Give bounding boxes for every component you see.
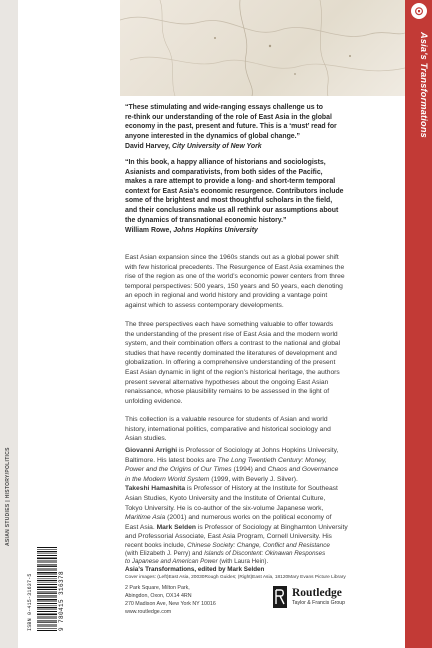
para-line: temporal perspectives: 500 years, 150 years and 50 years, each denoting [125,282,343,290]
series-badge-icon: ⊙ [411,3,427,19]
bio-line [125,446,407,456]
bio-book-title: The Long Twentieth Century: Money, [217,456,327,464]
bio-book-title: Maritime Asia [125,514,166,522]
author-name: William Rowe, [125,226,172,234]
para-line: against which to assess contemporary developments. [125,301,284,309]
series-editor-line: Asia’s Transformations, edited by Mark Selden [125,566,265,573]
para-line: studies that have recently dominated the literatures of development and [125,349,337,357]
address-line: 2 Park Square, Milton Park, [125,585,190,591]
isbn-barcode [25,543,65,635]
publisher-logo-block [273,586,403,618]
bio-line: Asian Studies, Kyoto University and the Institute of Oriental Culture, [125,495,326,502]
para-line: renaissance, whose plausibility remains to be assessed in the light of [125,388,330,396]
para-line: history, international politics, comparative and historical sociology and [125,425,331,433]
bio-name: Mark Selden [156,523,197,531]
isbn-text: ISBN 0-415-31637-5 [27,573,33,631]
para-line: an epoch in regional and world history and providing a vantage point [125,292,328,300]
para-line: unfolding evidence. [125,397,183,405]
para-line: present several alternative hypotheses about the ongoing East Asian [125,378,329,386]
bio-text: (2001) and numerous works on the political economy of [165,514,332,522]
bio-text: Baltimore. His latest books are [125,456,218,464]
bio-line [125,465,407,475]
series-title-vertical: Asia's Transformations [419,32,429,138]
review-author-1 [125,142,405,152]
bio-text: is Professor of Sociology at Johns Hopkins University, [177,447,339,454]
bio-text: (with Elizabeth J. Perry) and [125,550,205,557]
publisher-tagline: Taylor & Francis Group [292,600,346,606]
subject-categories: ASIAN STUDIES | HISTORY/POLITICS [5,447,11,546]
para-line: system, and their combination offers a contrast to the national and global [125,340,341,348]
quote-line: makes a rare attempt to provide a long- and short-term temporal [125,178,336,186]
description-paragraph-1 [125,253,405,311]
cover-images-credit: Cover images: (Left)East Asia, 20030Rough Guides; (Right)East Asia, 18120Mary Evans Picture Library [125,575,346,580]
author-affiliation: Johns Hopkins University [173,226,258,234]
author-name: David Harvey, [125,142,171,150]
review-author-2 [125,226,405,236]
publisher-address [125,584,245,616]
address-line: Abingdon, Oxon, OX14 4RN [125,593,192,599]
quote-line: some of the brightest and most thoughtful scholars in the field, [125,197,333,205]
barcode-digits: 9 780415 316378 [58,570,65,631]
bio-book-title: to Japanese and American Power [125,558,218,565]
bio-text: is Professor of Sociology at Binghamton University [196,523,348,531]
bio-line: and Professorial Associate, East Asia Program, Cornell University. His [125,533,332,541]
quote-line: economy in the past, present and future. This is a ‘must’ read for [125,123,337,131]
bio-line [125,456,407,466]
bio-text: East Asia. [125,523,157,531]
bio-name: Takeshi Hamashita [125,485,186,493]
map-image [120,0,405,96]
quote-line: re-think our understanding of the role of East Asia in the global [125,113,332,121]
review-quote-1 [125,103,395,141]
publisher-name: Routledge [292,587,342,599]
description-paragraph-2 [125,320,405,406]
routledge-logo-icon [273,586,287,608]
para-line: The three perspectives each have something valuable to offer towards [125,321,334,328]
quote-line: “These stimulating and wide-ranging essays challenge us to [125,104,323,111]
bio-text: (1994) and [231,466,268,474]
author-affiliation: City University of New York [172,142,262,150]
left-spine-strip [0,0,18,648]
para-line: globalization. In offering a comprehensive understanding of the present [125,359,336,367]
quote-line: the dynamics of transnational economic history.” [125,216,287,224]
para-text: with few historical precedents. The Resurgence of East Asia examines the [125,263,345,271]
bio-text: recent books include, [125,542,188,549]
para-line: East Asian dynamic in light of the region’s historical heritage, the authors [125,368,340,376]
para-line: Asian studies. [125,435,167,443]
description-paragraph-3 [125,415,405,444]
quote-line: “In this book, a happy alliance of historians and sociologists, [125,159,326,166]
map-illustration-icon [120,0,405,96]
bio-line [125,484,407,494]
review-quote-2 [125,158,407,225]
para-line [125,263,405,273]
bio-book-title: Islands of Discontent: Okinawan Responses [204,550,326,557]
quote-line: context for East Asia’s economic resurgence. Contributors include [125,187,344,195]
quote-line: and their conclusions make us all rethink our assumptions about [125,206,339,214]
bio-line: Tokyo University. He is co-author of the six-volume Japanese work, [125,504,324,512]
bio-text: (with Laura Hein). [217,558,269,565]
quote-line: Asianists and comparativists, from both sides of the Pacific, [125,168,323,176]
bio-book-title: Chaos and Governance [267,466,339,474]
para-line: This collection is a valuable resource for students of Asian and world [125,416,328,423]
para-line: the understanding of the present rise of East Asia and the modern world [125,330,338,338]
bio-book-title: Power and the Origins of Our Times [125,466,232,474]
right-spine-strip [405,0,432,648]
bio-line [125,475,407,485]
bio-line [125,523,407,533]
bio-book-title: in the Modern World System [125,475,210,483]
barcode-icon [37,547,57,631]
quote-line: anyone interested in the dynamics of global change.” [125,132,300,140]
bio-text: (1999, with Beverly J. Silver). [209,475,298,483]
para-line: East Asian expansion since the 1960s stands out as a global power shift [125,254,339,261]
bio-text: is Professor of History at the Institute for Southeast [185,485,338,493]
para-line: rise of the region as one of the world’s economic power centers from three [125,273,345,281]
address-line: 270 Madison Ave, New York NY 10016 [125,601,216,607]
publisher-website: www.routledge.com [125,609,172,615]
bio-name: Giovanni Arrighi [125,447,178,454]
bio-line [125,513,407,523]
bio-book-title: Chinese Society: Change, Conflict and Resistance [187,542,330,549]
